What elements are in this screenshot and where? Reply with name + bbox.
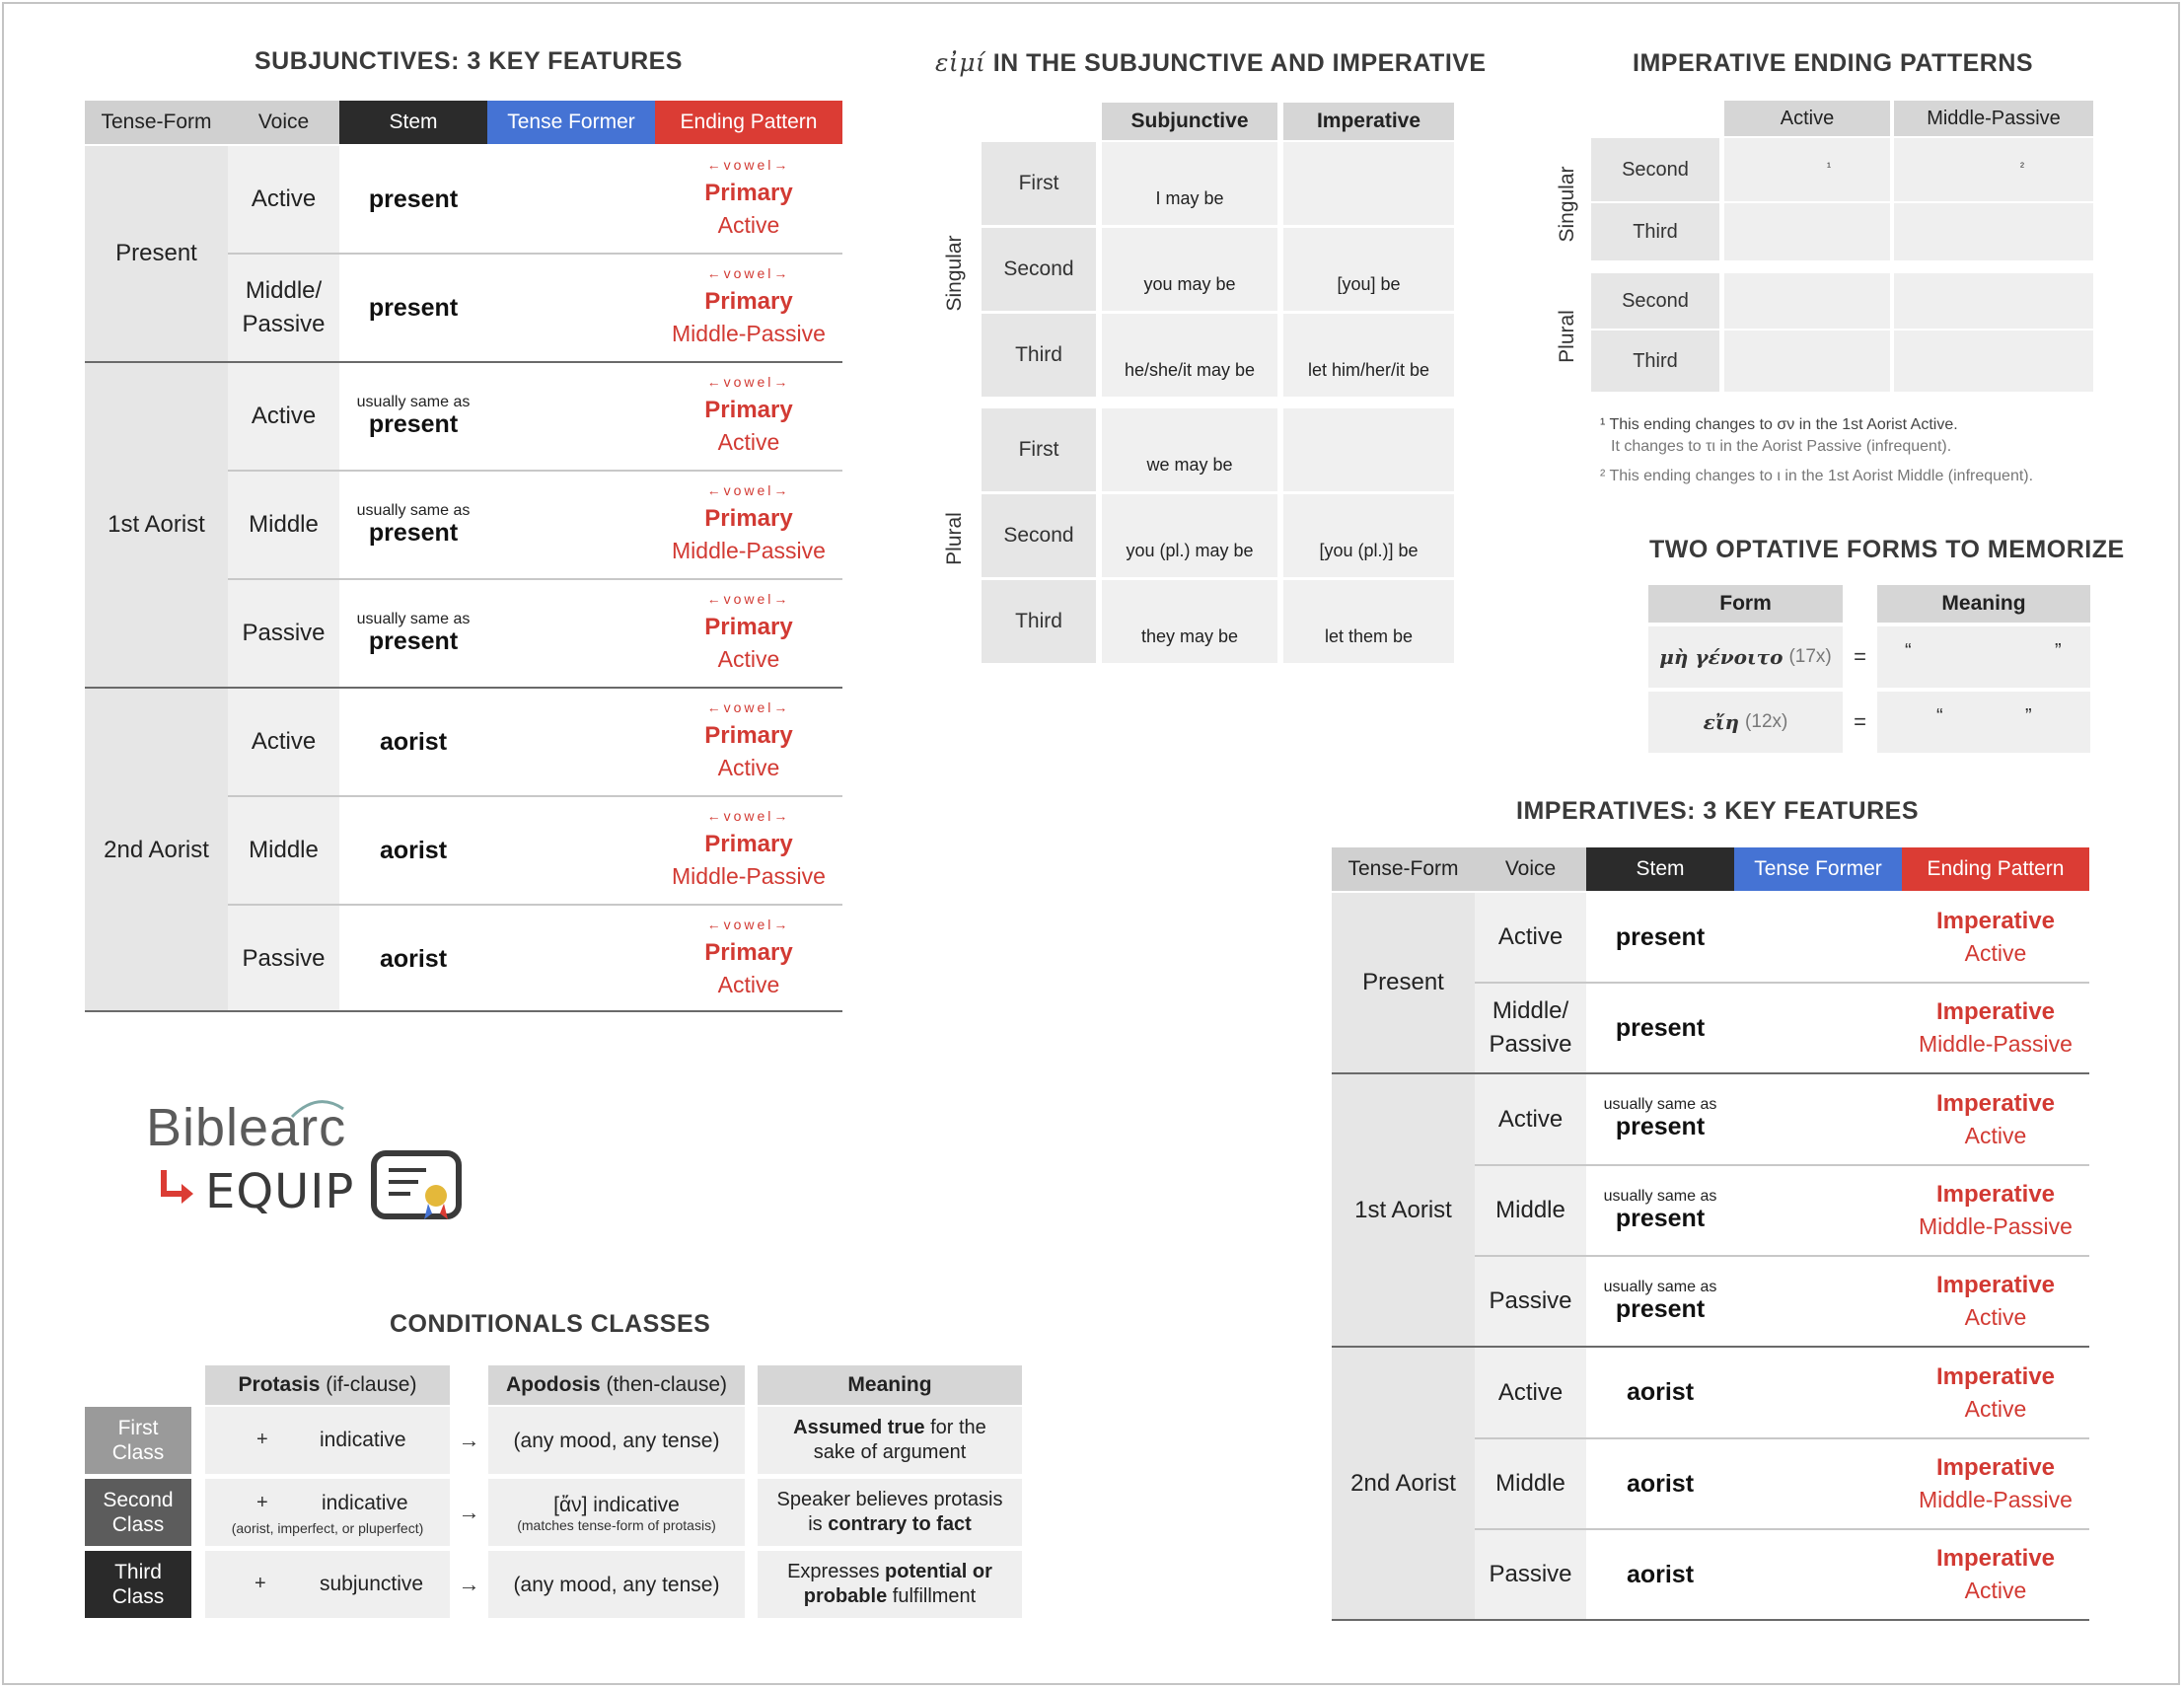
ending-pattern: Active (1964, 1122, 2027, 1148)
header-stem: Stem (1586, 847, 1734, 891)
logo-equip-text: EQUIP (205, 1164, 355, 1219)
ending-cell (645, 363, 852, 470)
group-divider (85, 687, 842, 689)
active-third-pl (1724, 330, 1890, 392)
stem-cell (1586, 1166, 1734, 1255)
ending-pattern: Middle-Passive (1919, 1031, 2073, 1057)
meaning-cell (758, 1407, 1022, 1474)
optative-meaning-cell (1877, 626, 2090, 688)
second-class-label: Second Class (85, 1479, 191, 1546)
ending-primary: Imperative (1935, 1089, 2056, 1117)
mp-second-sg (1894, 138, 2093, 201)
ending-cell (645, 255, 852, 361)
meaning-cell (758, 1551, 1022, 1618)
eimi-subj-cell: you may be (1102, 228, 1277, 311)
stem-cell (1586, 1439, 1734, 1528)
optative-form: μὴ γένοιτο (1659, 645, 1784, 669)
col-protasis (205, 1365, 450, 1405)
eimi-person: First (982, 142, 1096, 225)
person-cell: Second (1591, 273, 1719, 329)
col-meaning: Meaning (1877, 585, 2090, 623)
meaning-pre: Speaker believes protasis is (776, 1489, 1009, 1535)
active-second-sg (1724, 138, 1890, 201)
ending-pattern: Middle-Passive (672, 538, 826, 563)
optative-form-cell (1648, 626, 1843, 688)
apodosis-mood: [ἄν] indicative (553, 1493, 680, 1516)
meaning-rest: for the sake of argument (813, 1417, 992, 1463)
stem-value: aorist (379, 727, 448, 756)
ending-pattern: Active (1964, 940, 2027, 966)
ending-primary: Imperative (1935, 1181, 2056, 1208)
quote-open: “ (1936, 705, 1943, 727)
voice-cell: Passive (228, 906, 339, 1012)
tense-present: Present (85, 146, 228, 361)
stem-value: present (1615, 1113, 1706, 1140)
row-divider (228, 253, 842, 255)
apodosis-note: (matches tense-form of protasis) (517, 1516, 716, 1533)
eimi-imp-cell (1283, 142, 1454, 225)
eimi-imp-cell: [you (pl.)] be (1283, 494, 1454, 577)
vowel-marker: ←vowel→ (706, 482, 791, 498)
voice-cell: Active (1475, 893, 1586, 982)
ending-pattern: Middle-Passive (1919, 1213, 2073, 1239)
footnote-mark-2: ² (2020, 160, 2024, 174)
optative-title: TWO OPTATIVE FORMS TO MEMORIZE (1649, 536, 2125, 563)
meaning-cell (758, 1479, 1022, 1546)
row-divider (1475, 1528, 2089, 1530)
quote-close: ” (2025, 705, 2032, 727)
vowel-marker: ←vowel→ (706, 699, 791, 715)
mp-third-pl (1894, 330, 2093, 392)
table-bottom (1332, 1619, 2089, 1621)
stem-value: present (368, 293, 459, 322)
eimi-person: Third (982, 314, 1096, 397)
ending-cell (1892, 1439, 2099, 1528)
voice-cell: Active (228, 363, 339, 470)
conditionals-title: CONDITIONALS CLASSES (390, 1310, 711, 1338)
group-divider (85, 361, 842, 363)
stem-value: aorist (1626, 1378, 1695, 1406)
eimi-title-text: IN THE SUBJUNCTIVE AND IMPERATIVE (992, 49, 1487, 77)
ending-cell (1892, 1166, 2099, 1255)
voice-cell: Active (228, 689, 339, 795)
eimi-singular-label: Singular (943, 235, 966, 312)
row-divider (228, 470, 842, 472)
ending-pattern: Active (717, 972, 780, 997)
ending-primary: Primary (704, 505, 793, 532)
imperatives-table (1332, 847, 2089, 1621)
eimi-plural-label: Plural (943, 512, 966, 565)
header-voice: Voice (1475, 847, 1586, 891)
stem-cell (1586, 1257, 1734, 1346)
arrow-icon: → (458, 1572, 480, 1596)
ending-primary: Primary (704, 288, 793, 315)
meaning-text (771, 1488, 1008, 1537)
arrow-icon: → (458, 1428, 480, 1452)
stem-value: aorist (379, 944, 448, 973)
ending-primary: Imperative (1935, 1362, 2056, 1390)
stem-note: usually same as (356, 501, 471, 519)
tense-2nd-aorist: 2nd Aorist (85, 689, 228, 1012)
eimi-col-subjunctive: Subjunctive (1102, 103, 1277, 140)
protasis-note: (aorist, imperfect, or pluperfect) (231, 1520, 424, 1536)
vowel-marker: ←vowel→ (706, 591, 791, 607)
ending-primary: Imperative (1935, 908, 2056, 934)
header-tense-former: Tense Former (1734, 847, 1902, 891)
row-divider (1475, 1437, 2089, 1439)
col-middle-passive: Middle-Passive (1894, 101, 2093, 136)
ending-pattern: Middle-Passive (1919, 1487, 2073, 1512)
stem-note: usually same as (1603, 1278, 1717, 1295)
vowel-marker: ←vowel→ (706, 808, 791, 824)
singular-label: Singular (1556, 166, 1578, 243)
eimi-col-imperative: Imperative (1283, 103, 1454, 140)
header-ending-pattern: Ending Pattern (1902, 847, 2089, 891)
apodosis-cell: (any mood, any tense) (488, 1407, 745, 1474)
subjunctives-table (85, 101, 842, 1012)
logo-biblearc-text: Biblearc (146, 1098, 347, 1157)
mp-second-pl (1894, 273, 2093, 329)
ending-cell (645, 797, 852, 904)
ending-cell (1892, 1530, 2099, 1619)
stem-note: usually same as (356, 610, 471, 627)
optative-meaning-cell (1877, 692, 2090, 753)
stem-cell (1586, 893, 1734, 982)
ending-pattern: Active (717, 429, 780, 455)
ending-cell (645, 689, 852, 795)
eimi-imp-cell: [you] be (1283, 228, 1454, 311)
tense-2nd-aorist: 2nd Aorist (1332, 1348, 1475, 1619)
biblearc-equip-logo (138, 1097, 473, 1225)
stem-cell (339, 689, 487, 795)
header-tense-form: Tense-Form (85, 101, 228, 144)
voice-cell: Passive (228, 580, 339, 687)
quote-close: ” (2055, 640, 2062, 662)
ending-pattern: Active (717, 755, 780, 780)
vowel-marker: ←vowel→ (706, 374, 791, 390)
footnote-2: ² This ending changes to ι in the 1st Aorist Middle (infrequent). (1600, 468, 2034, 484)
ending-cell (645, 580, 852, 687)
ending-primary: Primary (704, 722, 793, 749)
row-divider (228, 795, 842, 797)
equals-sign: = (1854, 644, 1866, 669)
stem-value: present (368, 518, 459, 547)
col-meaning: Meaning (758, 1365, 1022, 1405)
meaning-text (777, 1416, 1002, 1465)
stem-value: present (1615, 1294, 1706, 1323)
certificate-icon (371, 1150, 466, 1223)
protasis-bold: Protasis (238, 1373, 321, 1396)
eimi-title (935, 48, 1487, 78)
stem-note: usually same as (1603, 1187, 1717, 1205)
stem-note: usually same as (1603, 1096, 1717, 1113)
ending-pattern: Active (717, 646, 780, 672)
stem-cell (1586, 1348, 1734, 1437)
voice-cell: Passive (1475, 1257, 1586, 1346)
header-ending-pattern: Ending Pattern (655, 101, 842, 144)
apodosis-cell (488, 1479, 745, 1546)
footnote-1a: ¹ This ending changes to σν in the 1st Aorist Active. (1600, 416, 1958, 433)
ending-primary: Primary (704, 397, 793, 423)
ending-cell (645, 146, 852, 253)
eimi-subj-cell: I may be (1102, 142, 1277, 225)
apodosis-bold: Apodosis (505, 1373, 601, 1396)
ending-cell (1892, 1074, 2099, 1164)
row-divider (228, 904, 842, 906)
vowel-marker: ←vowel→ (706, 917, 791, 932)
imperatives-title: IMPERATIVES: 3 KEY FEATURES (1516, 797, 1920, 825)
person-cell: Third (1591, 203, 1719, 260)
ending-cell (645, 472, 852, 578)
col-apodosis (488, 1365, 745, 1405)
eimi-imp-cell: let them be (1283, 580, 1454, 663)
first-class-label: First Class (85, 1407, 191, 1474)
stem-cell (1586, 984, 1734, 1072)
eimi-subj-cell: he/she/it may be (1102, 314, 1277, 397)
header-stem: Stem (339, 101, 487, 144)
protasis-mood: indicative (320, 1429, 406, 1451)
stem-value: aorist (379, 836, 448, 864)
eimi-person: First (982, 408, 1096, 491)
plural-label: Plural (1556, 310, 1578, 363)
stem-cell (339, 255, 487, 361)
eimi-imp-cell: let him/her/it be (1283, 314, 1454, 397)
meaning-bold: contrary to fact (828, 1513, 972, 1535)
footnote-mark-1: ¹ (1827, 160, 1831, 174)
apodosis-cell: (any mood, any tense) (488, 1551, 745, 1618)
logo-arrow-icon (158, 1168, 197, 1212)
ending-cell (1892, 1348, 2099, 1437)
stem-value: present (1615, 922, 1706, 951)
meaning-pre: Expresses (787, 1561, 886, 1582)
protasis-rest: (if-clause) (320, 1373, 417, 1396)
group-divider (1332, 1072, 2089, 1074)
tense-1st-aorist: 1st Aorist (1332, 1074, 1475, 1346)
ending-primary: Primary (704, 614, 793, 640)
stem-value: present (368, 184, 459, 213)
subjunctives-title: SUBJUNCTIVES: 3 KEY FEATURES (255, 47, 683, 75)
ending-pattern: Middle-Passive (672, 863, 826, 889)
header-voice: Voice (228, 101, 339, 144)
voice-cell: Middle (1475, 1166, 1586, 1255)
plus-sign: + (256, 1429, 268, 1450)
voice-cell: Middle/ Passive (228, 255, 339, 361)
voice-cell: Active (228, 146, 339, 253)
row-divider (1475, 982, 2089, 984)
stem-cell (1586, 1074, 1734, 1164)
person-cell: Second (1591, 138, 1719, 201)
ending-pattern: Active (1964, 1395, 2027, 1422)
stem-value: present (368, 409, 459, 438)
meaning-text (771, 1560, 1008, 1609)
optative-count: (17x) (1788, 646, 1832, 667)
eimi-person: Second (982, 494, 1096, 577)
ending-primary: Imperative (1935, 1454, 2056, 1481)
eimi-subj-cell: we may be (1102, 408, 1277, 491)
ending-pattern: Active (1964, 1304, 2027, 1330)
eimi-person: Second (982, 228, 1096, 311)
stem-cell (339, 363, 487, 470)
ending-pattern: Active (1964, 1578, 2027, 1603)
header-tense-form: Tense-Form (1332, 847, 1475, 891)
ending-primary: Imperative (1935, 1545, 2056, 1572)
protasis-mood: indicative (322, 1492, 408, 1514)
eimi-subj-cell: they may be (1102, 580, 1277, 663)
tense-1st-aorist: 1st Aorist (85, 363, 228, 687)
voice-cell: Middle (228, 797, 339, 904)
eimi-person: Third (982, 580, 1096, 663)
ending-primary: Primary (704, 180, 793, 206)
meaning-bold: Assumed true (793, 1417, 925, 1438)
col-form: Form (1648, 585, 1843, 623)
ending-primary: Primary (704, 939, 793, 966)
mp-third-sg (1894, 203, 2093, 260)
ending-cell (1892, 984, 2099, 1072)
footnote-1b: It changes to τι in the Aorist Passive (infrequent). (1611, 438, 1952, 455)
stem-value: aorist (1626, 1469, 1695, 1498)
protasis-mood: subjunctive (320, 1573, 424, 1595)
stem-cell (339, 797, 487, 904)
tense-present: Present (1332, 893, 1475, 1072)
ending-pattern: Middle-Passive (672, 321, 826, 346)
meaning-bold: potential or probable (803, 1561, 992, 1607)
group-divider (1332, 1346, 2089, 1348)
eimi-imp-cell (1283, 408, 1454, 491)
row-divider (1475, 1255, 2089, 1257)
imperative-endings-title: IMPERATIVE ENDING PATTERNS (1633, 49, 2034, 77)
third-class-label: Third Class (85, 1551, 191, 1618)
optative-form: εἴη (1703, 710, 1740, 734)
row-divider (228, 578, 842, 580)
col-active: Active (1724, 101, 1890, 136)
vowel-marker: ←vowel→ (706, 157, 791, 173)
stem-value: aorist (1626, 1560, 1695, 1588)
voice-cell: Middle (1475, 1439, 1586, 1528)
optative-form-cell (1648, 692, 1843, 753)
ending-primary: Imperative (1935, 998, 2056, 1025)
stem-value: present (1615, 1204, 1706, 1232)
quote-open: “ (1905, 640, 1912, 662)
stem-cell (1586, 1530, 1734, 1619)
vowel-marker: ←vowel→ (706, 265, 791, 281)
stem-value: present (1615, 1013, 1706, 1042)
voice-cell: Middle (228, 472, 339, 578)
stem-cell (339, 906, 487, 1012)
ending-cell (1892, 893, 2099, 982)
meaning-rest: fulfillment (887, 1585, 977, 1607)
stem-cell (339, 472, 487, 578)
optative-count: (12x) (1745, 711, 1788, 732)
ending-pattern: Active (717, 212, 780, 238)
eimi-subj-cell: you (pl.) may be (1102, 494, 1277, 577)
stem-cell (339, 580, 487, 687)
ending-cell (645, 906, 852, 1012)
voice-cell: Active (1475, 1348, 1586, 1437)
plus-sign: + (255, 1573, 266, 1594)
voice-cell: Passive (1475, 1530, 1586, 1619)
header-tense-former: Tense Former (487, 101, 655, 144)
ending-primary: Primary (704, 831, 793, 857)
row-divider (1475, 1164, 2089, 1166)
active-third-sg (1724, 203, 1890, 260)
eimi-greek: εἰμί (935, 48, 986, 77)
equals-sign: = (1854, 709, 1866, 734)
stem-note: usually same as (356, 393, 471, 410)
stem-cell (339, 146, 487, 253)
ending-cell (1892, 1257, 2099, 1346)
active-second-pl (1724, 273, 1890, 329)
ending-primary: Imperative (1935, 1272, 2056, 1298)
arrow-icon: → (458, 1500, 480, 1524)
voice-cell: Middle/ Passive (1475, 984, 1586, 1072)
apodosis-rest: (then-clause) (600, 1373, 728, 1396)
stem-value: present (368, 626, 459, 655)
person-cell: Third (1591, 330, 1719, 392)
voice-cell: Active (1475, 1074, 1586, 1164)
table-bottom (85, 1010, 842, 1012)
plus-sign: + (256, 1492, 268, 1513)
